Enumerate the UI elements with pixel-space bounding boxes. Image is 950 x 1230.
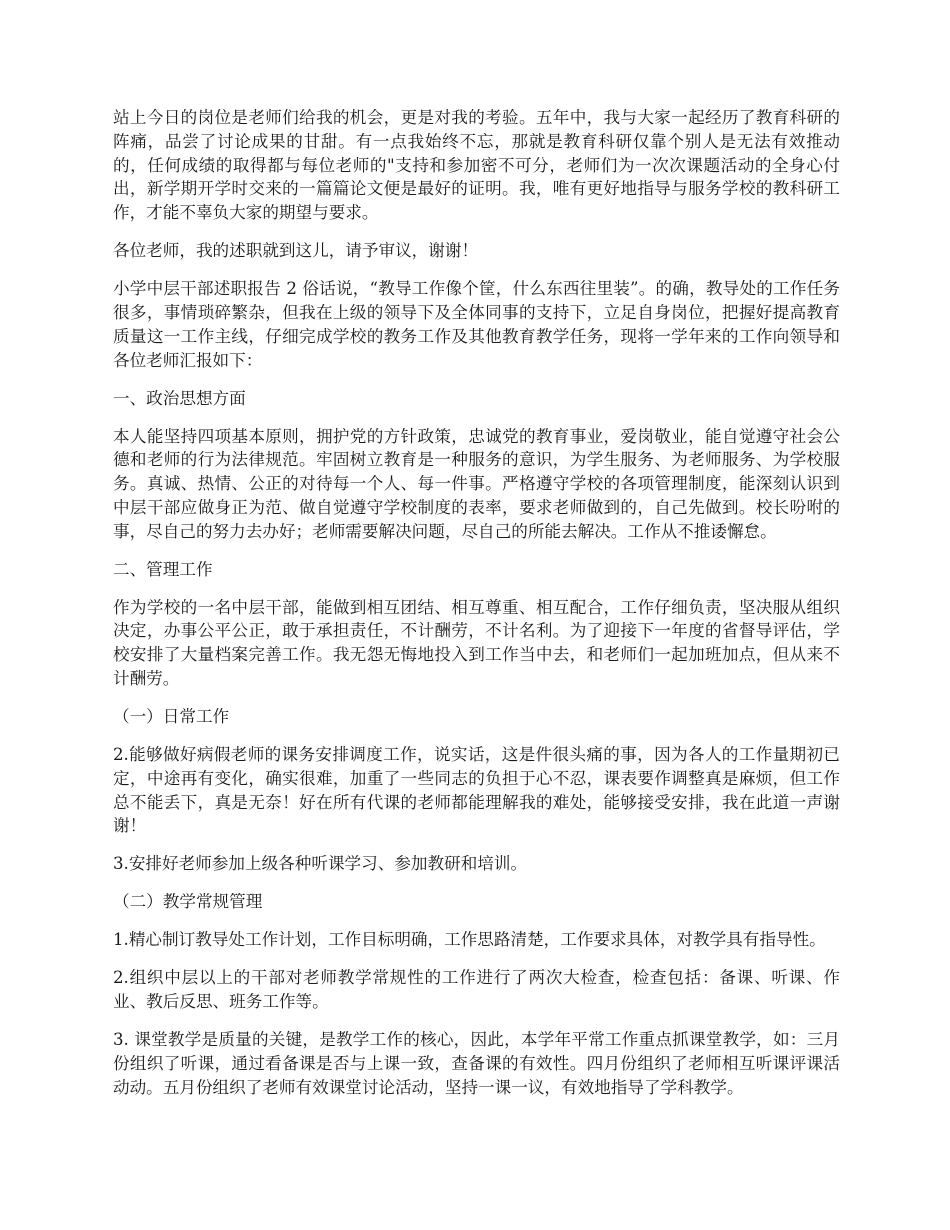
list-item-routine-2: 2.组织中层以上的干部对老师教学常规性的工作进行了两次大检查，检查包括：备课、听课、作业、教后反思、班务工作等。 — [113, 968, 840, 1012]
section-heading-management: 二、管理工作 — [113, 559, 213, 579]
list-item-daily-3: 3.安排好老师参加上级各种听课学习、参加教研和培训。 — [113, 854, 528, 874]
section-heading-political: 一、政治思想方面 — [113, 388, 246, 408]
paragraph-report-intro: 小学中层干部述职报告 2 俗话说，“教导工作像个筐，什么东西往里装”。的确，教导处的工作任务很多，事情琐碎繁杂，但我在上级的领导下及全体同事的支持下，立足自身岗位，把握好提高教育质量这一工作主线，仔细完成学校的教务工作及其他教育教学任务，现将一学年来的工作向领导和各位老师汇报如下： — [113, 279, 840, 370]
subsection-heading-teaching-routine: （二）教学常规管理 — [113, 892, 263, 912]
paragraph-management: 作为学校的一名中层干部，能做到相互团结、相互尊重、相互配合，工作仔细负责，坚决服从组织决定，办事公平公正，敢于承担责任，不计酬劳，不计名利。为了迎接下一年度的省督导评估，学校安排了大量档案完善工作。我无怨无悔地投入到工作当中去，和老师们一起加班加点，但从来不计酬劳。 — [113, 597, 840, 689]
list-item-daily-2: 2.能够做好病假老师的课务安排调度工作，说实话，这是件很头痛的事，因为各人的工作量期初已定，中途再有变化，确实很难，加重了一些同志的负担于心不忍，课表要作调整真是麻烦，但工作总不能丢下，真是无奈！好在所有代课的老师都能理解我的难处，能够接受安排，我在此道一声谢谢！ — [113, 745, 840, 836]
document-body — [113, 106, 840, 1114]
subsection-heading-daily-work: （一）日常工作 — [113, 707, 230, 727]
list-item-routine-3: 3. 课堂教学是质量的关键，是教学工作的核心，因此，本学年平常工作重点抓课堂教学，如：三月份组织了听课，通过看备课是否与上课一致，查备课的有效性。四月份组织了老师相互听课评课活动动。五月份组织了老师有效课堂讨论活动，坚持一课一议，有效地指导了学科教学。 — [113, 1030, 840, 1097]
list-item-routine-1: 1.精心制订教导处工作计划，工作目标明确，工作思路清楚，工作要求具体，对教学具有指导性。 — [113, 930, 826, 950]
paragraph-closing-thanks-context: 站上今日的岗位是老师们给我的机会，更是对我的考验。五年中，我与大家一起经历了教育科研的阵痛，品尝了讨论成果的甘甜。有一点我始终不忘，那就是教育科研仅靠个别人是无法有效推动的，任何成绩的取得都与每位老师的"支持和参加密不可分，老师们为一次次课题活动的全身心付出，新学期开学时交来的一篇篇论文便是最好的证明。我，唯有更好地指导与服务学校的教科研工作，才能不辜负大家的期望与要求。 — [113, 108, 840, 223]
paragraph-closing-remark: 各位老师，我的述职就到这儿，请予审议，谢谢！ — [113, 241, 479, 261]
paragraph-political: 本人能坚持四项基本原则，拥护党的方针政策，忠诚党的教育事业，爱岗敬业，能自觉遵守社会公德和老师的行为法律规范。牢固树立教育是一种服务的意识，为学生服务、为老师服务、为学校服务。真诚、热情、公正的对待每一个人、每一件事。严格遵守学校的各项管理制度，能深刻认识到中层干部应做身正为范、做自觉遵守学校制度的表率，要求老师做到的，自己先做到。校长吩咐的事，尽自己的努力去办好；老师需要解决问题，尽自己的所能去解决。工作从不推诿懈怠。 — [113, 426, 840, 541]
